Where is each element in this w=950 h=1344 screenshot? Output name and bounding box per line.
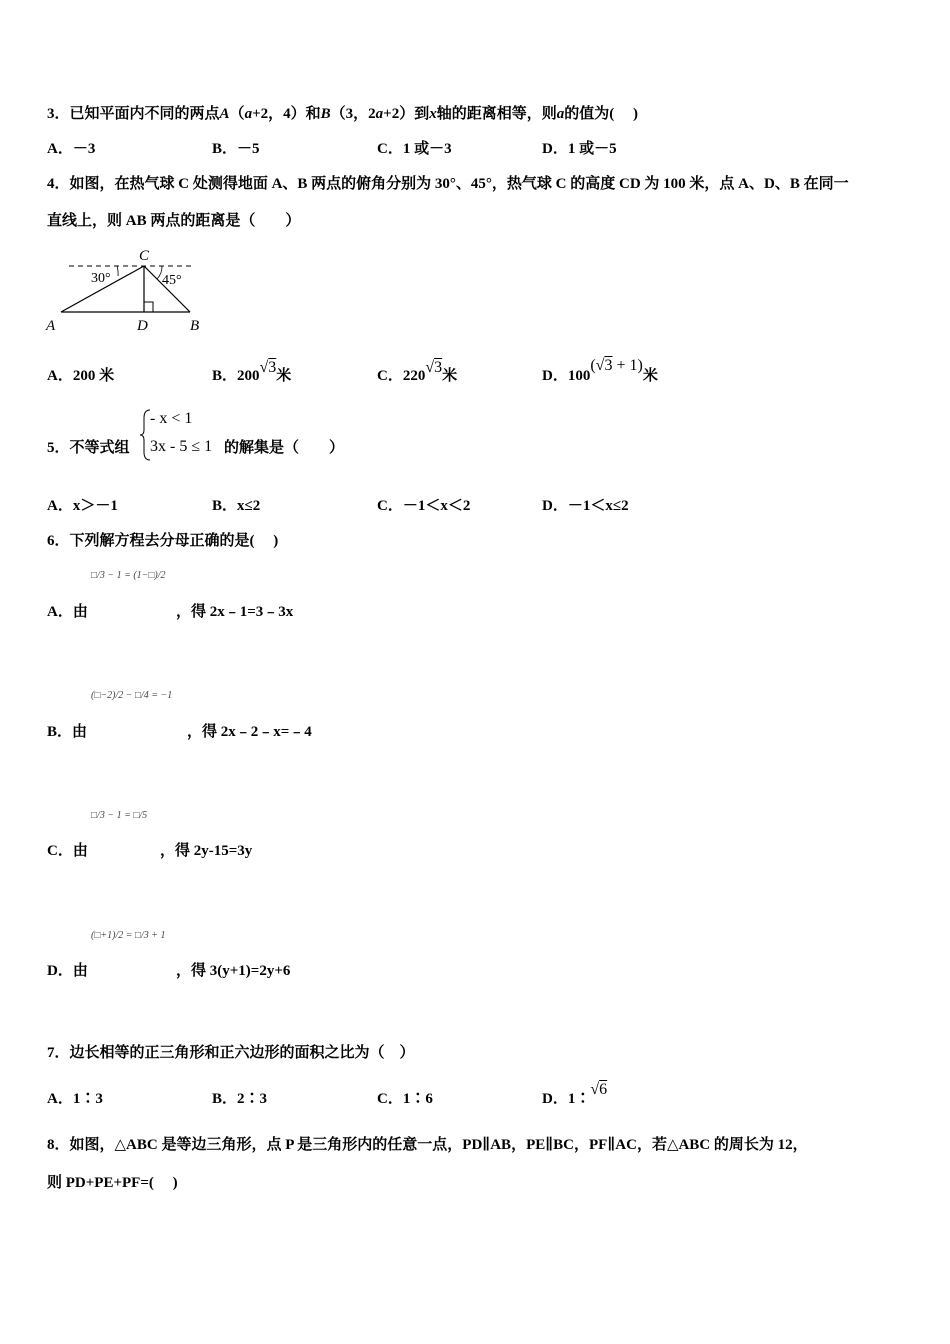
q3-option-a: A．－3 — [47, 141, 96, 157]
q5-option-b: B．x≤2 — [212, 498, 261, 514]
q8-stem-line1: 8．如图，△ABC 是等边三角形，点 P 是三角形内的任意一点，PD∥AB，PE∥BC，PF∥AC，若△ABC 的周长为 12， — [47, 1137, 808, 1153]
q8-stem-line2: 则 PD+PE+PF=( ) — [47, 1175, 178, 1191]
figure-angle-30: 30° — [91, 271, 111, 286]
q6-option-b-result: ，得 2x﹣2﹣x=﹣4 — [187, 724, 312, 740]
q4-option-a: A．200 米 — [47, 368, 115, 384]
q4-figure — [44, 246, 214, 336]
q5-stem-prefix: 5．不等式组 — [47, 440, 130, 456]
q6-option-a-result: ，得 2x﹣1=3﹣3x — [176, 604, 294, 620]
q3-option-b: B．－5 — [212, 141, 260, 157]
q5-inequality-1: - x < 1 — [150, 410, 193, 427]
figure-angle-45: 45° — [162, 273, 182, 288]
q6-option-b-prefix: B．由 — [47, 724, 88, 740]
q4-option-c: C．220√3米 — [377, 359, 458, 384]
q5-option-d: D．－1＜x≤2 — [542, 498, 629, 514]
figure-label-a: A — [46, 318, 56, 334]
q7-option-c: C．1∶6 — [377, 1091, 433, 1107]
q4-stem-line1: 4．如图，在热气球 C 处测得地面 A、B 两点的俯角分别为 30°、45°，热气球 C 的高度 CD 为 100 米，点 A、D、B 在同一 — [47, 176, 849, 192]
q6-option-d-result: ，得 3(y+1)=2y+6 — [176, 963, 291, 979]
figure-label-b: B — [190, 318, 200, 334]
q6-stem: 6．下列解方程去分母正确的是( ) — [47, 533, 279, 549]
q6-option-a-prefix: A．由 — [47, 604, 88, 620]
q3-option-d: D．1 或－5 — [542, 141, 617, 157]
q7-option-a: A．1∶3 — [47, 1091, 103, 1107]
q4-stem-line2: 直线上，则 AB 两点的距离是（ ） — [47, 213, 301, 229]
q6-option-c-prefix: C．由 — [47, 843, 88, 859]
q6-formula-a: □/3 − 1 = (1−□)/2 — [91, 570, 166, 581]
q5-inequality-2: 3x - 5 ≤ 1 — [150, 438, 213, 455]
q3-option-c: C．1 或－3 — [377, 141, 452, 157]
q6-formula-d: (□+1)/2 = □/3 + 1 — [91, 930, 166, 941]
q3-stem: 3．已知平面内不同的两点A（a+2，4）和B（3，2a+2）到x轴的距离相等，则a的值为( ) — [47, 106, 638, 122]
q5-stem-suffix: 的解集是（ ） — [224, 440, 345, 456]
q5-option-a: A．x＞－1 — [47, 498, 118, 514]
figure-label-c: C — [139, 248, 150, 264]
q6-formula-b: (□−2)/2 − □/4 = −1 — [91, 690, 173, 701]
q7-option-d: D．1∶√6 — [542, 1081, 608, 1107]
q6-formula-c: □/3 − 1 = □/5 — [91, 810, 148, 821]
q4-option-d: D．100(√3 + 1)米 — [542, 357, 658, 384]
q7-option-b: B．2∶3 — [212, 1091, 268, 1107]
q5-option-c: C．－1＜x＜2 — [377, 498, 471, 514]
q4-option-b: B．200√3米 — [212, 359, 292, 384]
q7-stem: 7．边长相等的正三角形和正六边形的面积之比为（ ） — [47, 1045, 415, 1061]
q6-option-d-prefix: D．由 — [47, 963, 88, 979]
q6-option-c-result: ，得 2y-15=3y — [160, 843, 253, 859]
figure-label-d: D — [137, 318, 148, 334]
